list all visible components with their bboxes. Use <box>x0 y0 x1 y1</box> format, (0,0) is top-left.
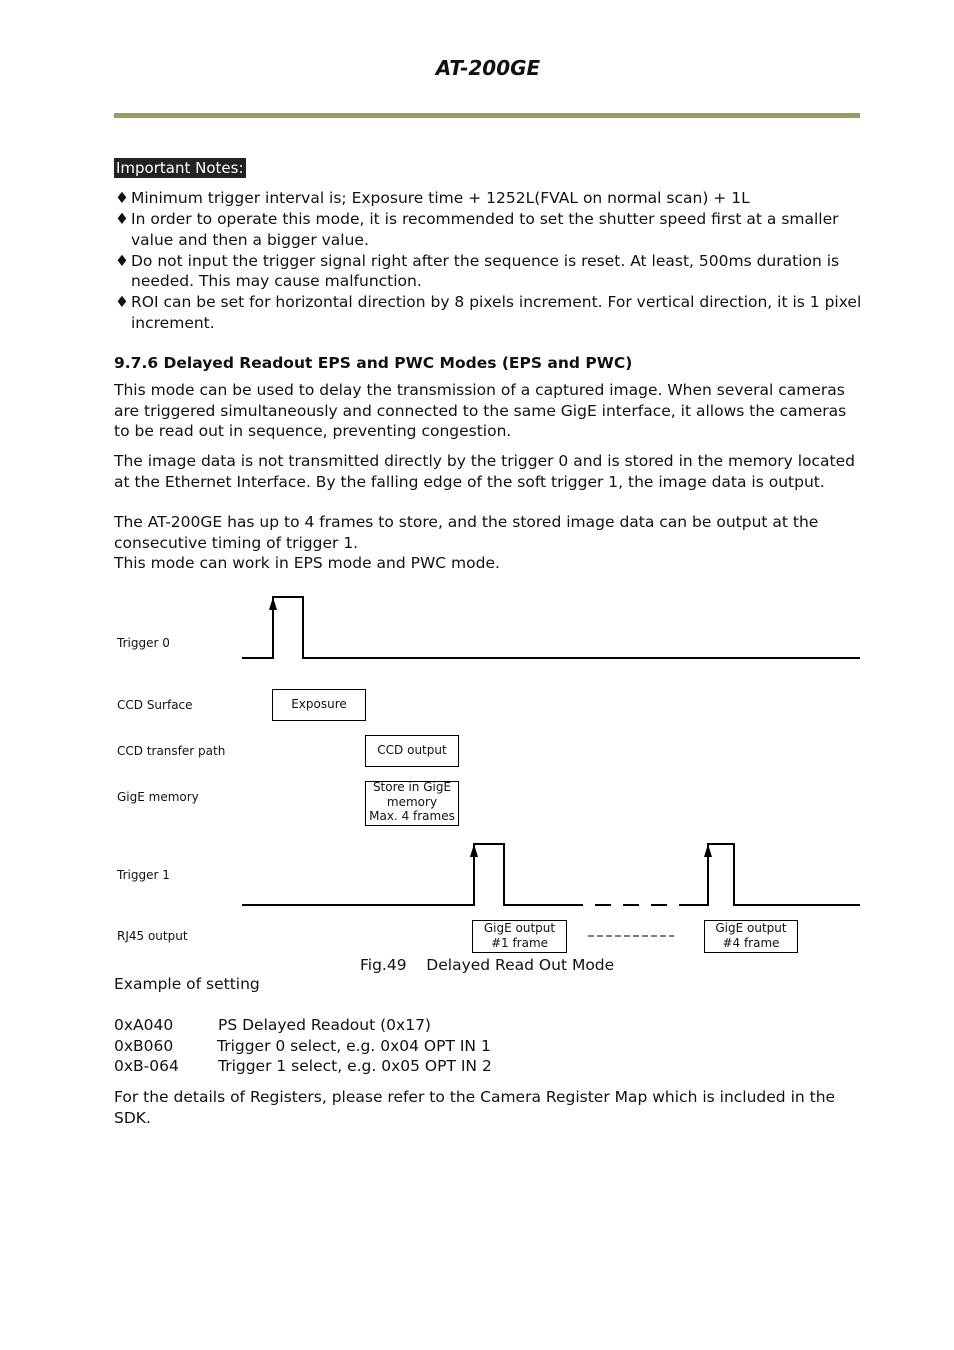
register-address: 0xB-064 <box>114 1057 179 1075</box>
trigger0-waveform <box>242 597 860 658</box>
note-item: ♦ Do not input the trigger signal right after the sequence is reset. At least, 500ms duration is needed. This may cause malfunction. <box>115 251 840 290</box>
ccd-surface-label: CCD Surface <box>117 698 193 712</box>
ccd-output-box: CCD output <box>365 735 459 767</box>
header-rule <box>114 113 860 118</box>
section-heading: 9.7.6 Delayed Readout EPS and PWC Modes (EPS and PWC) <box>114 354 633 372</box>
note-item: ♦ In order to operate this mode, it is recommended to set the shutter speed first at a smaller value and then a bigger value. <box>115 210 839 249</box>
register-description: PS Delayed Readout (0x17) <box>218 1016 431 1034</box>
paragraph: This mode can work in EPS mode and PWC mode. <box>114 554 500 572</box>
register-address: 0xB060 <box>114 1037 174 1055</box>
diamond-bullet-icon: ♦ <box>115 189 129 207</box>
example-title: Example of setting <box>114 975 260 993</box>
gige-memory-label: GigE memory <box>117 790 199 804</box>
register-row <box>114 1057 492 1075</box>
diamond-bullet-icon: ♦ <box>115 251 129 270</box>
arrow-up-icon <box>269 597 277 610</box>
note-item: ♦ Minimum trigger interval is; Exposure time + 1252L(FVAL on normal scan) + 1L <box>115 189 750 207</box>
rj45-label: RJ45 output <box>117 929 188 943</box>
ccd-transfer-label: CCD transfer path <box>117 744 226 758</box>
register-description: Trigger 1 select, e.g. 0x05 OPT IN 2 <box>218 1057 492 1075</box>
arrow-up-icon <box>470 844 478 857</box>
register-row <box>114 1016 431 1034</box>
exposure-box: Exposure <box>272 689 366 721</box>
note-item: ♦ ROI can be set for horizontal direction by 8 pixels increment. For vertical direction, it is 1 pixel increment. <box>115 293 862 332</box>
register-row <box>114 1037 491 1055</box>
figure-caption: Fig.49 Delayed Read Out Mode <box>360 956 615 974</box>
important-notes-label: Important Notes: <box>116 159 244 177</box>
gige-output-frame4-box: GigE output #4 frame <box>704 920 798 953</box>
paragraph: The image data is not transmitted directly by the trigger 0 and is stored in the memory located at the Ethernet Interface. By the falling edge of the soft trigger 1, the image data is output. <box>114 452 855 491</box>
paragraph: This mode can be used to delay the transmission of a captured image. When several cameras are triggered simultaneously and connected to the same GigE interface, it allows the cameras to be read out in sequence, preventing congestion. <box>114 381 847 441</box>
diamond-bullet-icon: ♦ <box>115 210 129 228</box>
trigger0-label: Trigger 0 <box>117 636 170 650</box>
notes-list <box>114 188 864 334</box>
trigger1-label: Trigger 1 <box>117 868 170 882</box>
arrow-up-icon <box>704 844 712 857</box>
register-description: Trigger 0 select, e.g. 0x04 OPT IN 1 <box>217 1037 491 1055</box>
register-address: 0xA040 <box>114 1016 174 1034</box>
document-title: AT-200GE <box>435 56 541 80</box>
paragraph: The AT-200GE has up to 4 frames to store, and the stored image data can be output at the consecutive timing of trigger 1. <box>114 513 819 552</box>
diamond-bullet-icon: ♦ <box>115 293 129 311</box>
store-memory-box: Store in GigE memory Max. 4 frames <box>365 781 459 826</box>
footer-paragraph: For the details of Registers, please refer to the Camera Register Map which is included in the SDK. <box>114 1088 836 1127</box>
gige-output-frame1-box: GigE output #1 frame <box>472 920 567 953</box>
trigger1-waveform <box>242 844 860 905</box>
